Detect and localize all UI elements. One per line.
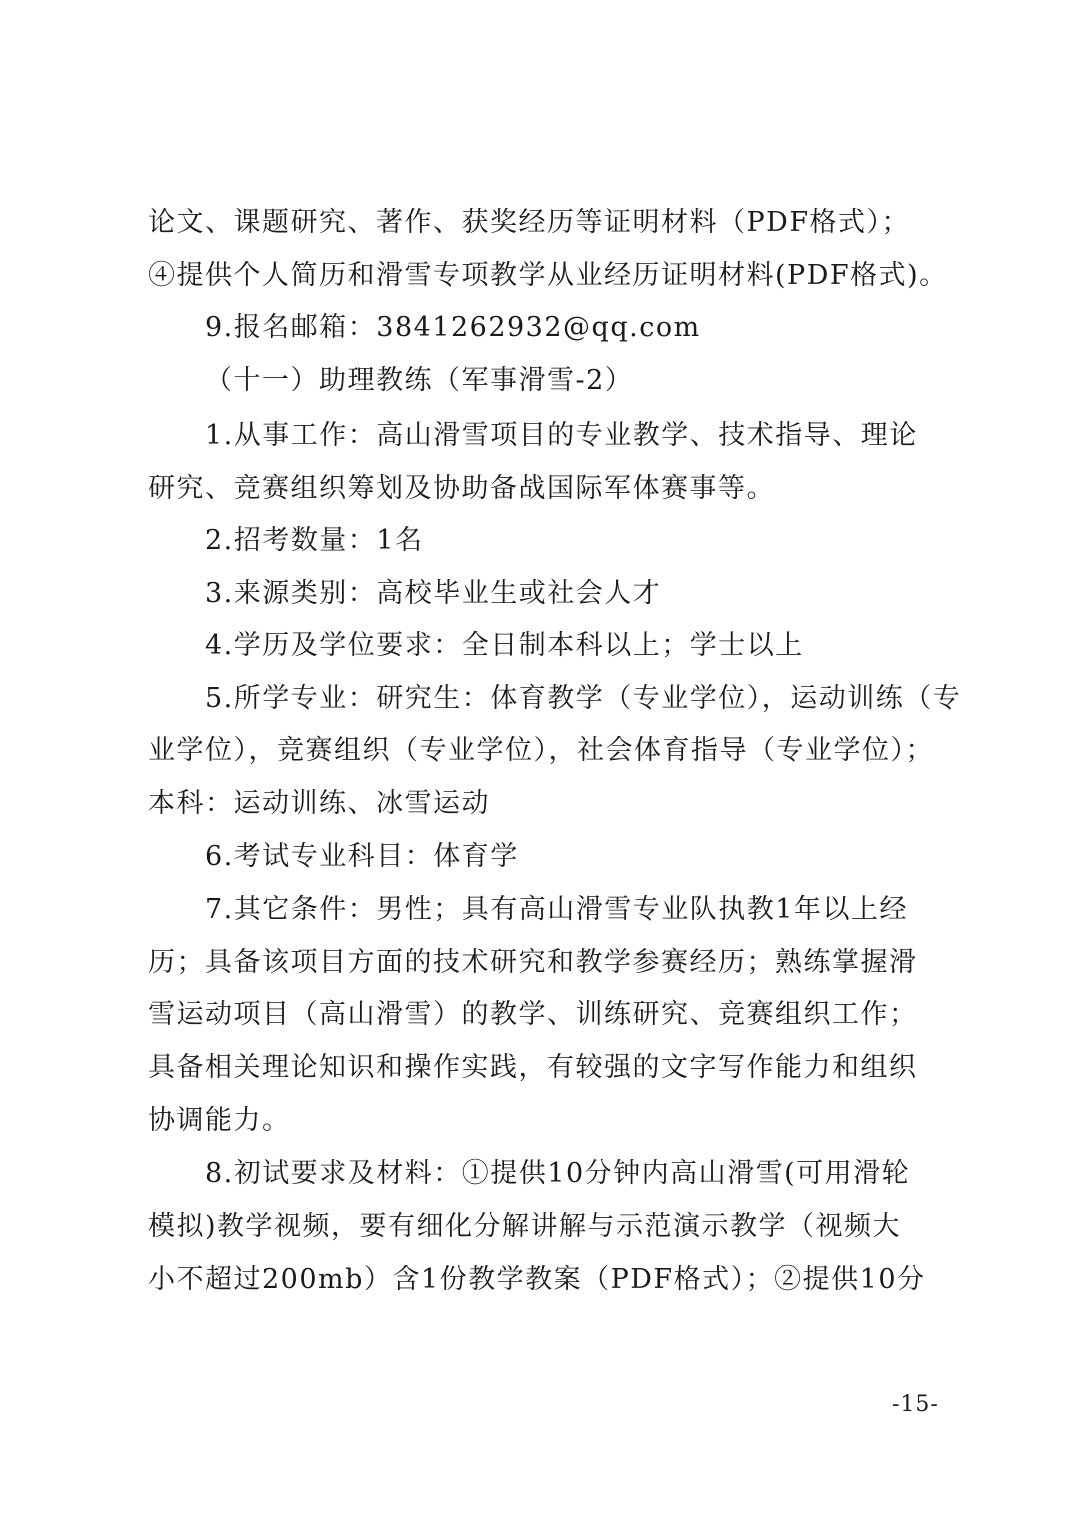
text-line: 7.其它条件：男性；具有高山滑雪专业队执教1年以上经: [205, 894, 908, 925]
text-line: ④提供个人简历和滑雪专项教学从业经历证明材料(PDF格式)。: [148, 260, 948, 291]
text-line: 研究、竞赛组织筹划及协助备战国际军体赛事等。: [148, 473, 775, 504]
text-line: 论文、课题研究、著作、获奖经历等证明材料（PDF格式）；: [148, 207, 911, 238]
page-number: -15-: [892, 1392, 939, 1417]
text-line: 1.从事工作：高山滑雪项目的专业教学、技术指导、理论: [205, 420, 918, 451]
text-line: 协调能力。: [148, 1105, 291, 1136]
text-line: 小不超过200mb）含1份教学教案（PDF格式）；②提供10分: [148, 1264, 926, 1295]
email-line: 9.报名邮箱：3841262932@qq.com: [205, 312, 701, 343]
section-heading: （十一）助理教练（军事滑雪-2）: [205, 365, 634, 396]
text-line: 6.考试专业科目：体育学: [205, 841, 519, 872]
text-line: 模拟)教学视频，要有细化分解讲解与示范演示教学（视频大: [148, 1211, 902, 1242]
text-line: 4.学历及学位要求：全日制本科以上；学士以上: [205, 630, 804, 661]
text-line: 具备相关理论知识和操作实践，有较强的文字写作能力和组织: [148, 1052, 918, 1083]
text-line: 雪运动项目（高山滑雪）的教学、训练研究、竞赛组织工作；: [148, 999, 918, 1030]
text-line: 8.初试要求及材料：①提供10分钟内高山滑雪(可用滑轮: [205, 1158, 911, 1189]
text-line: 3.来源类别：高校毕业生或社会人才: [205, 578, 662, 609]
text-line: 业学位），竞赛组织（专业学位），社会体育指导（专业学位）；: [148, 735, 934, 766]
text-line: 5.所学专业：研究生：体育教学（专业学位），运动训练（专: [205, 683, 962, 714]
text-line: 历；具备该项目方面的技术研究和教学参赛经历；熟练掌握滑: [148, 947, 918, 978]
text-line: 2.招考数量：1名: [205, 525, 424, 556]
text-line: 本科：运动训练、冰雪运动: [148, 788, 490, 819]
